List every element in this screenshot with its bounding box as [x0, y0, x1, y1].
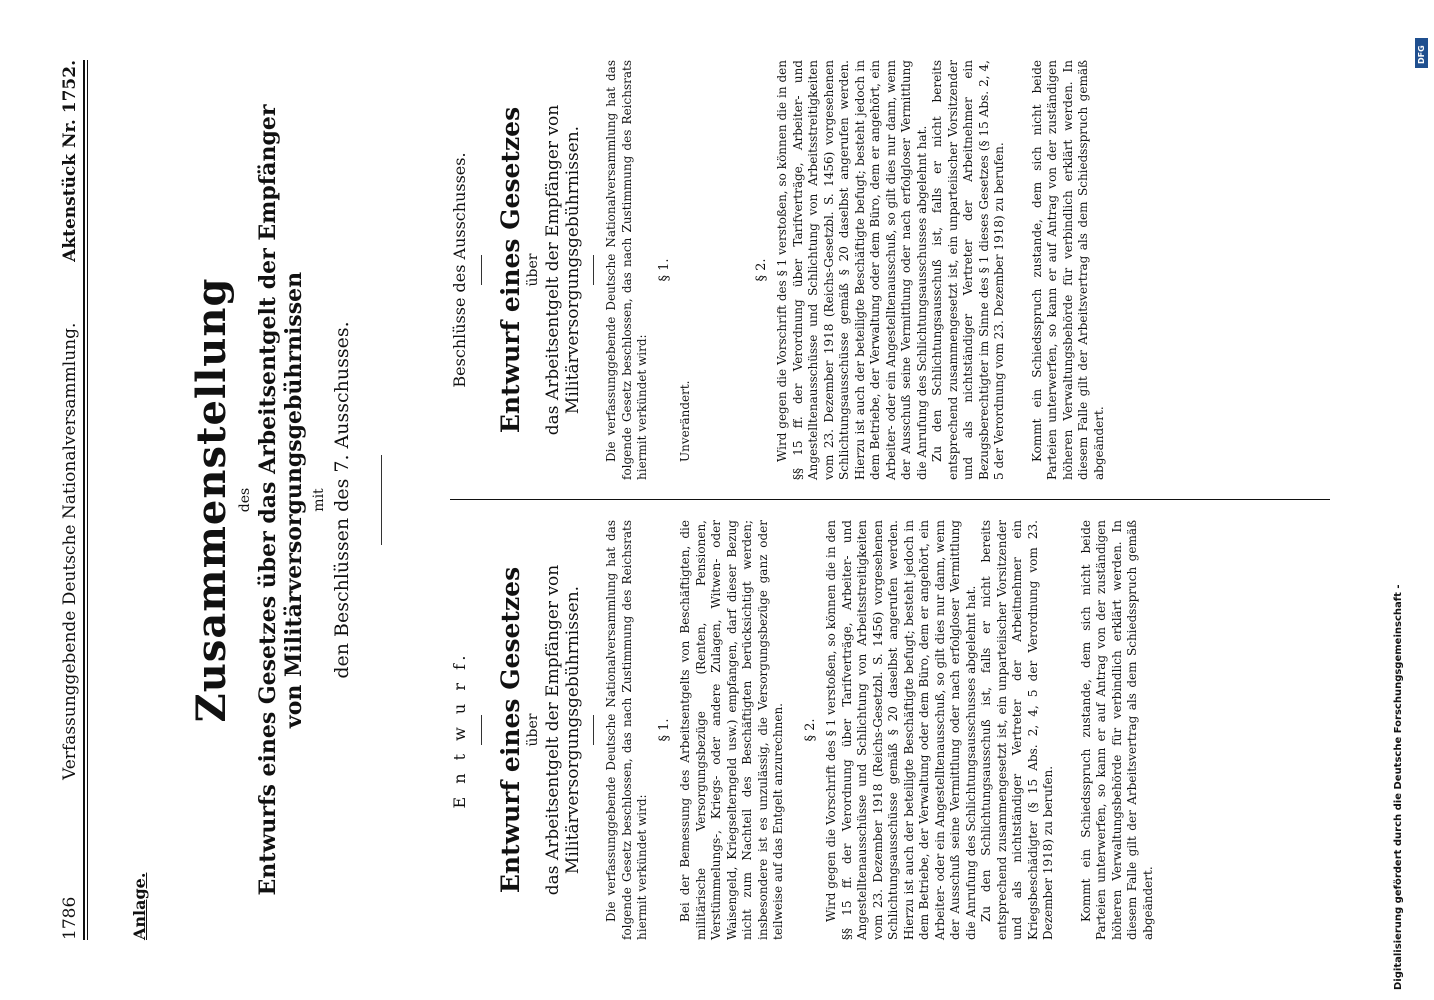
left-section-1-label: § 1.	[656, 718, 672, 742]
document-title: Zusammenstellung	[188, 277, 235, 723]
left-section-2-p2: Zu den Schlichtungsausschuß ist, falls er nicht bereits entsprechend zusammengesetzt ist, ein unparteiischer Vorsitzender und als nichtständiger Vertreter der Arbeitnehmer ein Kriegsbeschädigter (§ 15 Abs. 2, 4, 5 der Verordnung vom 23. Dezember 1918) zu berufen.	[979, 520, 1055, 940]
left-section-2-p3: Kommt ein Schiedsspruch zustande, dem sich nicht beide Parteien unterwerfen, so kann er auf Antrag von der zuständigen höheren Verwaltungsbehörde für verbindlich erklärt werden. In diesem Falle gilt der Arbeitsvertrag als dem Schiedsspruch gemäß abgeändert.	[1078, 520, 1155, 940]
page-number: 1786	[60, 896, 80, 940]
right-section-2-p2: Zu den Schlichtungsausschuß ist, falls er nicht bereits entsprechend zusammengesetzt ist, ein unparteiischer Vorsitzender und als nichtständiger Vertreter der Arbeitnehmer ein Bezugsberechtigter im Sinne des § 1 dieses Gesetzes (§ 15 Abs. 2, 4, 5 der Verordnung vom 23. Dezember 1918) zu berufen.	[930, 60, 1006, 480]
title-des: des	[237, 487, 253, 513]
right-heading: Beschlüsse des Ausschusses.	[450, 152, 469, 388]
right-section-2-label: § 2.	[753, 258, 769, 282]
left-heading: E n t w u r f.	[450, 651, 469, 809]
left-heading-divider	[481, 715, 482, 745]
digitization-credit: Digitalisierung gefördert durch die Deutsche Forschungsgemeinschaft -	[1393, 584, 1404, 990]
right-section-2-p1: Wird gegen die Vorschrift des § 1 verstoßen, so können die in den §§ 15 ff. der Verordnung über Tarifverträge, Arbeiter- und Angestelltenausschüsse und Schlichtung von Arbeitsstreitigkeiten vom 23. Dezember 1918 (Reichs-Gesetzbl. S. 1456) vorgesehenen Schlichtungsausschüsse gemäß § 20 daselbst angerufen werden. Hierzu ist auch der beteiligte Beschäftigte befugt; besteht jedoch in dem Betriebe, der Verwaltung oder dem Büro, dem er angehört, ein Arbeiter- oder ein Angestelltenausschuß, so gilt dies nur dann, wenn der Ausschuß seine Vermittlung oder nach erfolgloser Vermittlung die Anrufung des Schlichtungsausschusses abgelehnt hat.	[775, 60, 929, 480]
title-line-2: von Militärversorgungsgebührnissen	[281, 271, 307, 729]
dfg-logo-text: DFG	[1417, 45, 1426, 64]
left-section-2-label: § 2.	[802, 718, 818, 742]
right-law-title: Entwurf eines Gesetzes	[496, 106, 525, 434]
column-divider	[450, 499, 1330, 500]
right-heading-divider	[481, 255, 482, 285]
right-column	[450, 60, 1107, 480]
title-divider	[381, 455, 382, 545]
left-section-1-text: Bei der Bemessung des Arbeitsentgelts von Beschäftigten, die militärische Versorgungsbezüge (Renten, Pensionen, Verstümmelungs-, Kriegs- oder andere Zulagen, Witwen- oder Waisengeld, Kriegselterngeld usw.) empfangen, darf dieser Bezug nicht zum Nachteil des Beschäftigten berücksichtigt werden; insbesondere ist es unzulässig, die Versorgungsbezüge ganz oder teilweise auf das Entgelt anzurechnen.	[678, 520, 785, 940]
assembly-name: Verfassunggebende Deutsche Nationalversammlung.	[60, 322, 80, 780]
anlage-label: Anlage.	[130, 872, 149, 940]
right-subject: das Arbeitsentgelt der Empfänger von Militärversorgungsgebührnissen.	[543, 104, 583, 436]
file-number: Aktenstück Nr. 1752.	[60, 60, 80, 262]
left-column	[450, 520, 1156, 940]
left-body	[604, 520, 1156, 940]
rotated-document-page	[50, 60, 1350, 940]
running-header	[60, 60, 80, 940]
left-intro: Die verfassunggebende Deutsche Nationalversammlung hat das folgende Gesetz beschlossen, das nach Zustimmung des Reichsrats hiermit verkündet wird:	[604, 520, 649, 940]
right-intro: Die verfassunggebende Deutsche Nationalversammlung hat das folgende Gesetz beschlossen, das nach Zustimmung des Reichsrats hiermit verkündet wird:	[604, 60, 649, 480]
title-line-3: den Beschlüssen des 7. Ausschusses.	[331, 321, 353, 679]
right-section-2-p3: Kommt ein Schiedsspruch zustande, dem sich nicht beide Parteien unterwerfen, so kann er auf Antrag von der zuständigen höheren Verwaltungsbehörde für verbindlich erklärt werden. In diesem Falle gilt der Arbeitsvertrag als dem Schiedsspruch gemäß abgeändert.	[1029, 60, 1106, 480]
left-section-2-p1: Wird gegen die Vorschrift des § 1 verstoßen, so können die in den §§ 15 ff. der Verordnung über Tarifverträge, Arbeiter- und Angestelltenausschüsse und Schlichtung von Arbeitsstreitigkeiten vom 23. Dezember 1918 (Reichs-Gesetzbl. S. 1456) vorgesehenen Schlichtungsausschüsse gemäß § 20 daselbst angerufen werden. Hierzu ist auch der beteiligte Beschäftigte befugt; besteht jedoch in dem Betriebe, der Verwaltung oder dem Büro, dem er angehört, ein Arbeiter- oder ein Angestelltenausschuß, so gilt dies nur dann, wenn der Ausschuß seine Vermittlung oder nach erfolgloser Vermittlung die Anrufung des Schlichtungsausschusses abgelehnt hat.	[824, 520, 978, 940]
left-subject-divider	[593, 715, 594, 745]
right-section-1-label: § 1.	[656, 258, 672, 282]
right-body	[604, 60, 1107, 480]
title-block	[188, 60, 382, 940]
title-line-1: Entwurfs eines Gesetzes über das Arbeitsentgelt der Empfänger	[255, 104, 281, 896]
right-section-1-text: Unverändert.	[678, 380, 692, 462]
right-ueber: über	[525, 253, 541, 287]
title-mit: mit	[311, 488, 327, 512]
left-subject: das Arbeitsentgelt der Empfänger von Militärversorgungsgebührnissen.	[543, 564, 583, 896]
header-rule-thin	[87, 60, 88, 940]
header-rule	[83, 60, 85, 940]
right-subject-divider	[593, 255, 594, 285]
left-ueber: über	[525, 713, 541, 747]
dfg-logo	[1415, 38, 1428, 68]
left-law-title: Entwurf eines Gesetzes	[496, 566, 525, 894]
